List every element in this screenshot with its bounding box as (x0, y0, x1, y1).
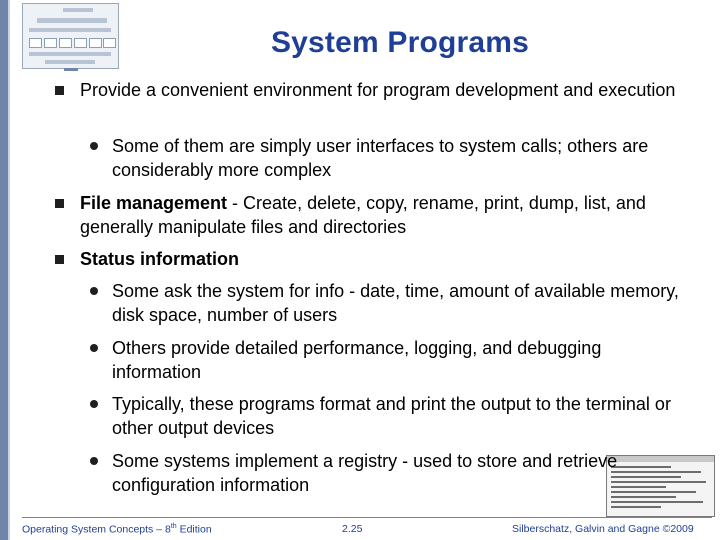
footer-book-text: Operating System Concepts – 8 (22, 523, 171, 536)
item-text: Some of them are simply user interfaces to system calls; others are considerably more complex (112, 136, 649, 180)
square-bullet-icon (55, 255, 64, 264)
item-bold-text: Status information (80, 249, 240, 269)
slide-title: System Programs (270, 26, 530, 59)
footer-book-title (22, 523, 212, 536)
list-item (80, 78, 680, 102)
footer-book-suffix: Edition (176, 523, 212, 536)
item-bold-text: File management (80, 193, 228, 213)
thumbnail-caption-mark (64, 68, 78, 71)
footer-rule (22, 517, 712, 518)
left-rail-highlight (8, 0, 10, 540)
footer-book-sup: th (170, 523, 177, 530)
list-item (112, 392, 692, 440)
square-bullet-icon (55, 199, 64, 208)
round-bullet-icon (90, 142, 98, 150)
list-item (112, 279, 692, 327)
item-text: Others provide detailed performance, logging, and debugging information (112, 338, 602, 382)
os-structure-thumbnail (22, 3, 119, 69)
round-bullet-icon (90, 400, 98, 408)
item-text: Typically, these programs format and print the output to the terminal or other output devices (112, 394, 671, 438)
footer-page-number: 2.25 (342, 523, 363, 535)
item-text: Some ask the system for info - date, time, amount of available memory, disk space, number of users (112, 281, 679, 325)
list-item (112, 336, 692, 384)
footer-copyright: Silberschatz, Galvin and Gagne ©2009 (512, 523, 694, 535)
list-item (112, 449, 692, 497)
list-item (80, 191, 680, 239)
list-item (112, 134, 692, 182)
round-bullet-icon (90, 344, 98, 352)
round-bullet-icon (90, 457, 98, 465)
square-bullet-icon (55, 86, 64, 95)
item-text: Provide a convenient environment for program development and execution (80, 80, 676, 100)
item-text: - Create, delete, copy, rename, print, dump, list, and generally manipulate files and directories (80, 193, 646, 237)
left-rail-decoration (0, 0, 8, 540)
list-item (80, 247, 680, 271)
round-bullet-icon (90, 287, 98, 295)
item-text: Some systems implement a registry - used to store and retrieve configuration information (112, 451, 618, 495)
